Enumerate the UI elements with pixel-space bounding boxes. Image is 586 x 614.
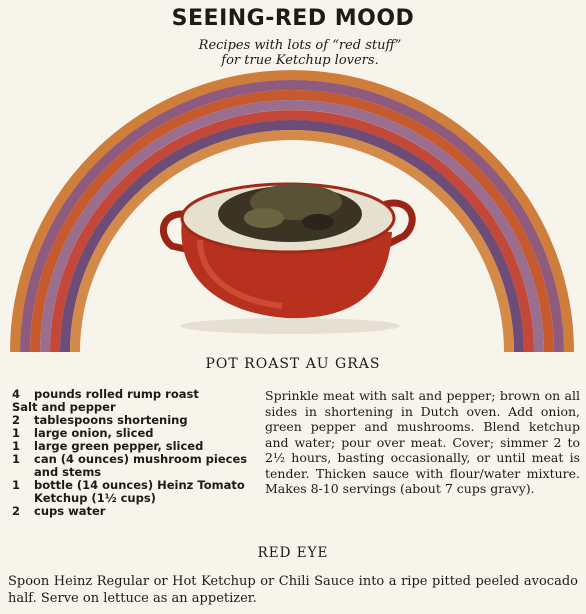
page-title: SEEING-RED MOOD — [171, 6, 415, 31]
ingredient-item: 1 large onion, sliced — [12, 426, 154, 440]
ingredient-item: 2 tablespoons shortening — [12, 413, 188, 427]
ingredient-item: 2 cups water — [12, 504, 106, 518]
recipe-directions: Sprinkle meat with salt and pepper; brown on all sides in shortening in Dutch oven. Add onion, green pepper and mushrooms. Blend ketchup and water; pour over meat. Cover; simmer 2 to 2½ hours, basting occasionally, or until meat is tender. Thicken sauce with flour/water mixture. Makes 8-10 servings (about 7 cups gravy). — [265, 388, 580, 496]
pot-image — [163, 184, 412, 334]
ingredient-item: 1 can (4 ounces) mushroom pieces and stems — [12, 452, 248, 479]
subtitle-line-1: Recipes with lots of “red stuff” — [198, 38, 402, 53]
ingredient-item: 4 pounds rolled rump roast — [12, 387, 199, 401]
ingredients-list — [12, 388, 262, 518]
ingredient-item: Salt and pepper — [12, 400, 116, 414]
recipe-text-red-eye: Spoon Heinz Regular or Hot Ketchup or Chili Sauce into a ripe pitted peeled avocado half. Serve on lettuce as an appetizer. — [8, 574, 578, 606]
recipe-title-pot-roast: POT ROAST AU GRAS — [205, 356, 381, 372]
ingredient-item: 1 large green pepper, sliced — [12, 439, 204, 453]
ingredient-item: 1 bottle (14 ounces) Heinz Tomato Ketchup (1½ cups) — [12, 478, 245, 505]
subtitle-line-2: for true Ketchup lovers. — [221, 53, 379, 68]
recipe-title-red-eye: RED EYE — [257, 545, 329, 561]
